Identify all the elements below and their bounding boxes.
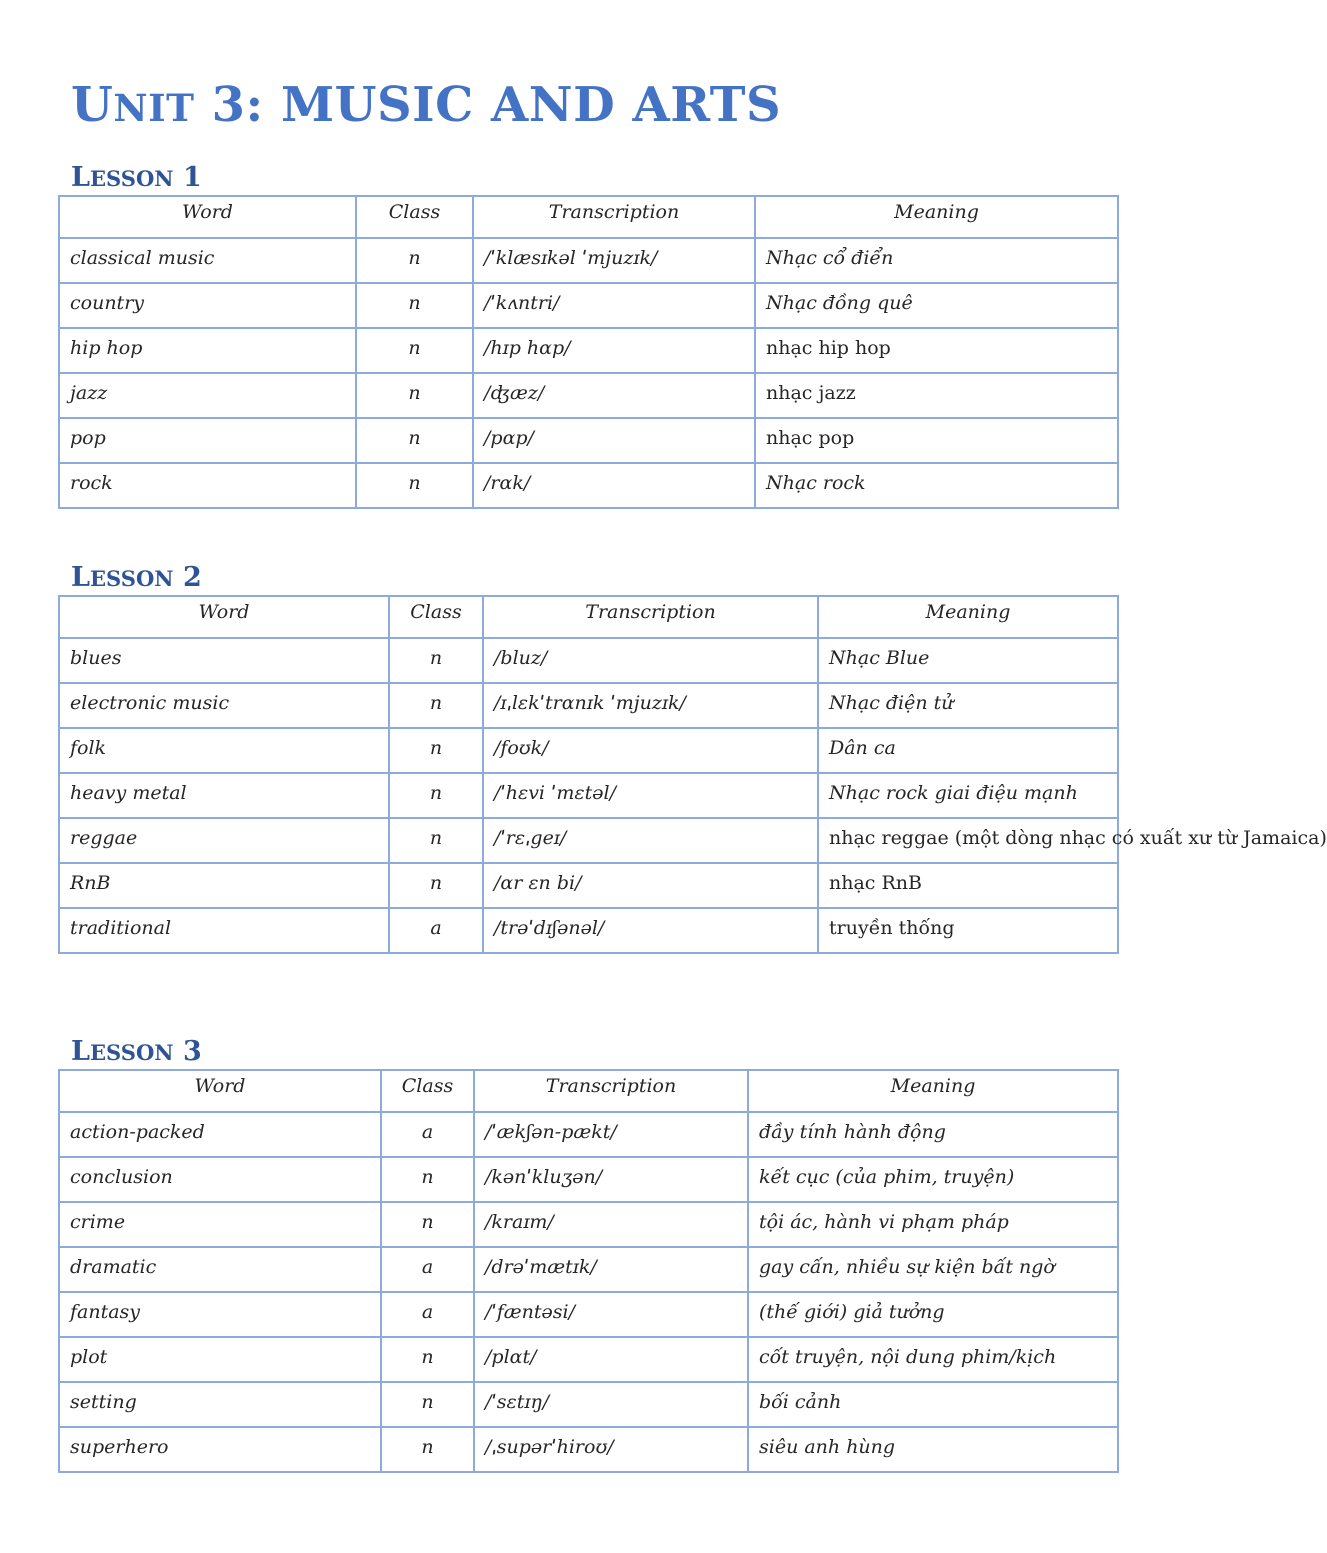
table-row (59, 638, 1118, 683)
table-row (59, 373, 1118, 418)
word-cell: crime (59, 1202, 381, 1247)
header-meaning: Meaning (755, 196, 1118, 238)
table-row (59, 283, 1118, 328)
transcription-cell: /ˈækʃən-pækt/ (474, 1112, 748, 1157)
header-word: Word (59, 1070, 381, 1112)
transcription-cell: /ɪˌlɛkˈtrɑnɪk ˈmjuzɪk/ (483, 683, 818, 728)
table-row (59, 463, 1118, 508)
transcription-cell: /ˌsupərˈhiroʊ/ (474, 1427, 748, 1472)
table-row (59, 418, 1118, 463)
header-class: Class (389, 596, 483, 638)
word-cell: hip hop (59, 328, 356, 373)
header-word: Word (59, 196, 356, 238)
class-cell: a (381, 1292, 474, 1337)
word-cell: reggae (59, 818, 389, 863)
meaning-cell: nhạc RnB (818, 863, 1118, 908)
page-title: UNIT 3: MUSIC AND ARTS (71, 77, 782, 133)
word-cell: heavy metal (59, 773, 389, 818)
meaning-cell: gay cấn, nhiều sự kiện bất ngờ (748, 1247, 1118, 1292)
class-cell: n (389, 773, 483, 818)
table-row (59, 1427, 1118, 1472)
class-cell: a (381, 1112, 474, 1157)
meaning-cell: kết cục (của phim, truyện) (748, 1157, 1118, 1202)
class-cell: a (389, 908, 483, 953)
class-cell: n (381, 1202, 474, 1247)
table-row (59, 773, 1118, 818)
transcription-cell: /ɑr ɛn bi/ (483, 863, 818, 908)
transcription-cell: /trəˈdɪʃənəl/ (483, 908, 818, 953)
class-cell: n (356, 238, 473, 283)
class-cell: n (381, 1337, 474, 1382)
table-row (59, 863, 1118, 908)
transcription-cell: /bluz/ (483, 638, 818, 683)
transcription-cell: /kraɪm/ (474, 1202, 748, 1247)
lesson-2-vocabulary-table (58, 595, 1327, 954)
meaning-cell: truyền thống (818, 908, 1118, 953)
table-header-row (59, 196, 1118, 238)
table-row (59, 1157, 1118, 1202)
class-cell: n (389, 728, 483, 773)
transcription-cell: /ˈfæntəsi/ (474, 1292, 748, 1337)
header-meaning: Meaning (748, 1070, 1118, 1112)
header-transcription: Transcription (483, 596, 818, 638)
class-cell: n (389, 683, 483, 728)
word-cell: plot (59, 1337, 381, 1382)
word-cell: conclusion (59, 1157, 381, 1202)
class-cell: n (356, 463, 473, 508)
meaning-cell: bối cảnh (748, 1382, 1118, 1427)
header-class: Class (381, 1070, 474, 1112)
word-cell: action-packed (59, 1112, 381, 1157)
word-cell: blues (59, 638, 389, 683)
transcription-cell: /foʊk/ (483, 728, 818, 773)
word-cell: rock (59, 463, 356, 508)
meaning-cell: nhạc pop (755, 418, 1118, 463)
transcription-cell: /ˈsɛtɪŋ/ (474, 1382, 748, 1427)
transcription-cell: /pɑp/ (473, 418, 755, 463)
lesson-3-vocabulary-table (58, 1069, 1119, 1473)
meaning-cell: Nhạc cổ điển (755, 238, 1118, 283)
meaning-cell: tội ác, hành vi phạm pháp (748, 1202, 1118, 1247)
table-row (59, 728, 1118, 773)
transcription-cell: /ʤæz/ (473, 373, 755, 418)
table-row (59, 1382, 1118, 1427)
word-cell: traditional (59, 908, 389, 953)
table-row (59, 683, 1118, 728)
transcription-cell: /rɑk/ (473, 463, 755, 508)
meaning-cell: Nhạc rock (755, 463, 1118, 508)
table-row (59, 908, 1118, 953)
transcription-cell: /plɑt/ (474, 1337, 748, 1382)
table-row (59, 238, 1118, 283)
meaning-cell: cốt truyện, nội dung phim/kịch (748, 1337, 1118, 1382)
lesson-3-heading: LESSON 3 (71, 1036, 202, 1067)
transcription-cell: /drəˈmætɪk/ (474, 1247, 748, 1292)
class-cell: a (381, 1247, 474, 1292)
lesson-1-vocabulary-table (58, 195, 1119, 509)
table-row (59, 328, 1118, 373)
class-cell: n (389, 818, 483, 863)
table-row (59, 1337, 1118, 1382)
table-header-row (59, 596, 1118, 638)
meaning-cell: (thế giới) giả tưởng (748, 1292, 1118, 1337)
table-row (59, 1112, 1118, 1157)
transcription-cell: /ˈklæsɪkəl ˈmjuzɪk/ (473, 238, 755, 283)
table-row (59, 1247, 1118, 1292)
word-cell: jazz (59, 373, 356, 418)
word-cell: folk (59, 728, 389, 773)
meaning-cell: nhạc hip hop (755, 328, 1118, 373)
class-cell: n (356, 373, 473, 418)
transcription-cell: /kənˈkluʒən/ (474, 1157, 748, 1202)
transcription-cell: /ˈrɛˌgeɪ/ (483, 818, 818, 863)
class-cell: n (389, 638, 483, 683)
meaning-cell: nhạc jazz (755, 373, 1118, 418)
word-cell: country (59, 283, 356, 328)
meaning-cell: Nhạc đồng quê (755, 283, 1118, 328)
header-transcription: Transcription (474, 1070, 748, 1112)
header-transcription: Transcription (473, 196, 755, 238)
class-cell: n (389, 863, 483, 908)
class-cell: n (356, 328, 473, 373)
class-cell: n (356, 283, 473, 328)
header-meaning: Meaning (818, 596, 1118, 638)
transcription-cell: /hɪp hɑp/ (473, 328, 755, 373)
word-cell: electronic music (59, 683, 389, 728)
class-cell: n (381, 1382, 474, 1427)
word-cell: superhero (59, 1427, 381, 1472)
transcription-cell: /ˈkʌntri/ (473, 283, 755, 328)
word-cell: fantasy (59, 1292, 381, 1337)
meaning-cell: Nhạc Blue (818, 638, 1118, 683)
meaning-cell: Dân ca (818, 728, 1118, 773)
word-cell: setting (59, 1382, 381, 1427)
table-row (59, 1202, 1118, 1247)
meaning-cell: Nhạc điện tử (818, 683, 1118, 728)
word-cell: pop (59, 418, 356, 463)
lesson-1-heading: LESSON 1 (71, 162, 202, 193)
table-header-row (59, 1070, 1118, 1112)
word-cell: RnB (59, 863, 389, 908)
meaning-cell: Nhạc rock giai điệu mạnh (818, 773, 1118, 818)
table-row (59, 818, 1118, 863)
class-cell: n (381, 1157, 474, 1202)
header-word: Word (59, 596, 389, 638)
header-class: Class (356, 196, 473, 238)
table-row (59, 1292, 1118, 1337)
word-cell: dramatic (59, 1247, 381, 1292)
class-cell: n (381, 1427, 474, 1472)
transcription-cell: /ˈhɛvi ˈmɛtəl/ (483, 773, 818, 818)
meaning-cell: đầy tính hành động (748, 1112, 1118, 1157)
meaning-cell: siêu anh hùng (748, 1427, 1118, 1472)
word-cell: classical music (59, 238, 356, 283)
lesson-2-heading: LESSON 2 (71, 562, 202, 593)
meaning-cell: nhạc reggae (một dòng nhạc có xuất xư từ Jamaica) (818, 818, 1118, 863)
class-cell: n (356, 418, 473, 463)
